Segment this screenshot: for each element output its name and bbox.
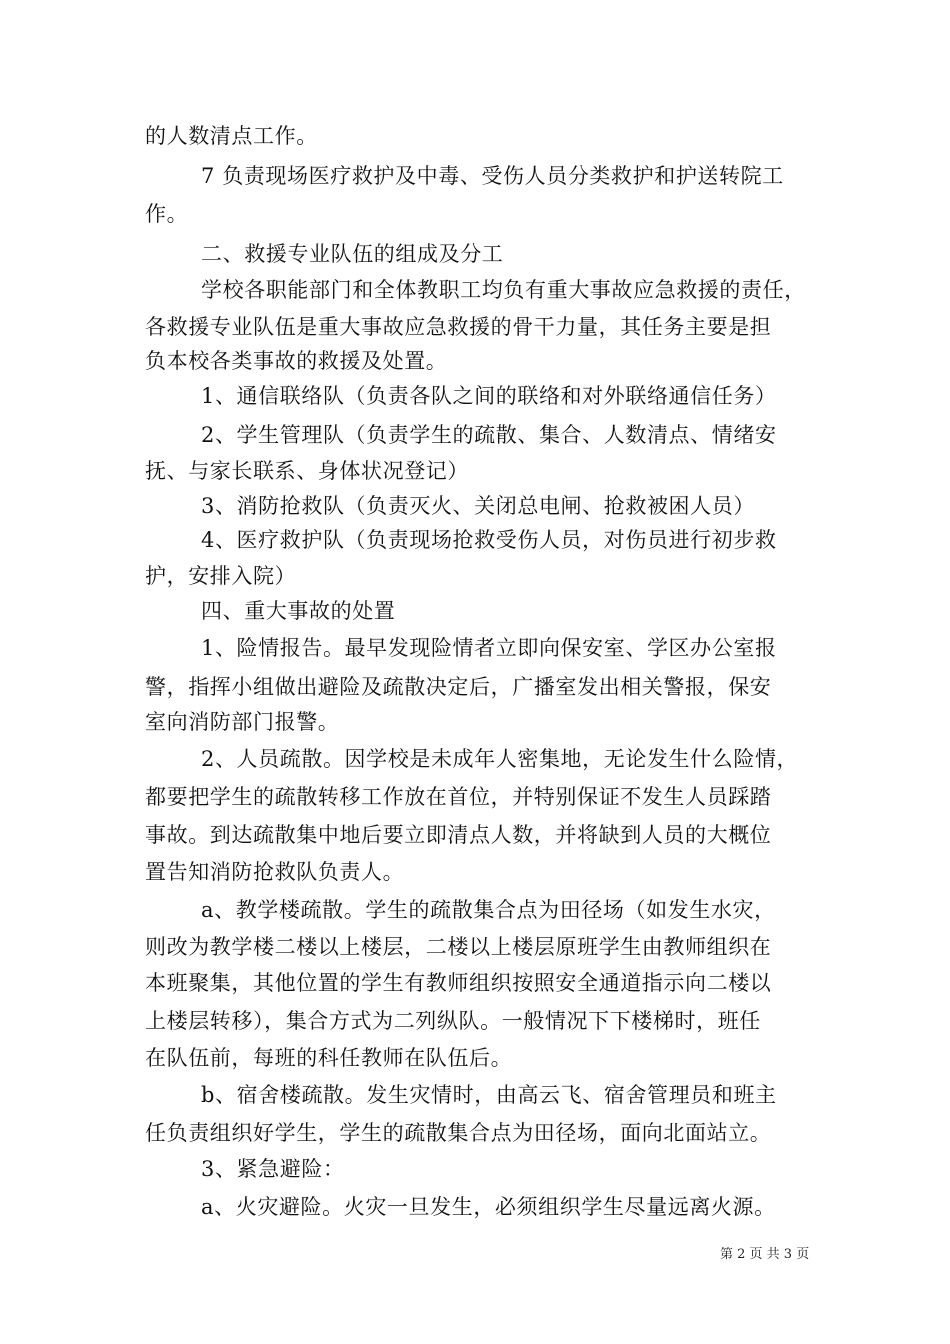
text-line: 1、险情报告。最早发现险情者立即向保安室、学区办公室报	[201, 636, 777, 660]
text-line: 上楼层转移），集合方式为二列纵队。一般情况下下楼梯时，班任	[145, 1009, 761, 1033]
text-line: 都要把学生的疏散转移工作放在首位，并特别保证不发生人员踩踏	[145, 785, 772, 809]
text-line: 4、医疗救护队（负责现场抢救受伤人员，对伤员进行初步救	[201, 528, 777, 552]
text-line: 事故。到达疏散集中地后要立即清点人数，并将缺到人员的大概位	[145, 823, 772, 847]
text-line: 2、人员疏散。因学校是未成年人密集地，无论发生什么险情，	[201, 747, 799, 771]
text-line: 室向消防部门报警。	[145, 710, 340, 734]
text-line: 护，安排入院）	[145, 564, 297, 588]
text-line: b、宿舍楼疏散。发生灾情时，由高云飞、宿舍管理员和班主	[201, 1083, 777, 1107]
text-line: a、火灾避险。火灾一旦发生，必须组织学生尽量远离火源。	[201, 1195, 776, 1219]
text-line: 置告知消防抢救队负责人。	[145, 860, 405, 884]
text-line: 负本校各类事故的救援及处置。	[145, 349, 448, 373]
page-number: 第 2 页 共 3 页	[720, 1247, 810, 1262]
text-line: 3、消防抢救队（负责灭火、关闭总电闸、抢救被困人员）	[201, 494, 755, 518]
section-heading: 二、救援专业队伍的组成及分工	[201, 242, 504, 266]
text-line: 3、紧急避险：	[201, 1157, 345, 1181]
text-line: 学校各职能部门和全体教职工均负有重大事故应急救援的责任，	[201, 278, 806, 302]
text-line: 则改为教学楼二楼以上楼层，二楼以上楼层原班学生由教师组织在	[145, 935, 772, 959]
text-line: 本班聚集，其他位置的学生有教师组织按照安全通道指示向二楼以	[145, 971, 772, 995]
text-line: 任负责组织好学生，学生的疏散集合点为田径场，面向北面站立。	[145, 1121, 772, 1145]
section-heading: 四、重大事故的处置	[201, 599, 396, 623]
text-line: 1、通信联络队（负责各队之间的联络和对外联络通信任务）	[201, 384, 777, 408]
text-line: 在队伍前，每班的科任教师在队伍后。	[145, 1046, 513, 1070]
text-line: a、教学楼疏散。学生的疏散集合点为田径场（如发生水灾，	[201, 898, 776, 922]
text-line: 警，指挥小组做出避险及疏散决定后，广播室发出相关警报，保安	[145, 675, 772, 699]
text-line: 抚、与家长联系、身体状况登记）	[145, 459, 469, 483]
text-line: 的人数清点工作。	[145, 124, 318, 148]
text-line: 作。	[145, 202, 189, 226]
text-line: 各救援专业队伍是重大事故应急救援的骨干力量，其任务主要是担	[145, 315, 772, 339]
text-line: 7 负责现场医疗救护及中毒、受伤人员分类救护和护送转院工	[201, 164, 784, 188]
text-line: 2、学生管理队（负责学生的疏散、集合、人数清点、情绪安	[201, 423, 777, 447]
